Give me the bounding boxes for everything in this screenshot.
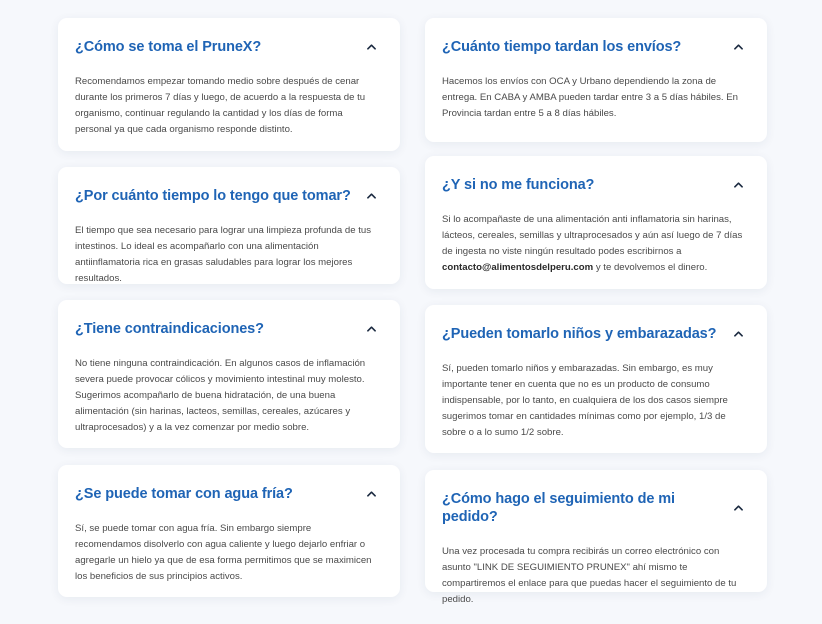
contact-email: contacto@alimentosdelperu.com [442, 262, 594, 273]
faq-question[interactable]: ¿Cuánto tiempo tardan los envíos? [442, 39, 682, 55]
faq-answer: El tiempo que sea necesario para lograr una limpieza profunda de tus intestinos. Lo ideal es acompañarlo con una alimentación antiinflamatoria rica en grasas saludables para lograr los mejores resultados. [75, 225, 371, 284]
faq-question[interactable]: ¿Se puede tomar con agua fría? [75, 486, 293, 502]
faq-answer: Hacemos los envíos con OCA y Urbano dependiendo la zona de entrega. En CABA y AMBA pueden tardar entre 3 a 5 días hábiles. En Provincia tardan entre 5 a 8 días hábiles. [442, 76, 738, 119]
faq-answer: Sí, se puede tomar con agua fría. Sin embargo siempre recomendamos disolverlo con agua caliente y luego dejarlo enfriar o agregarle un hielo ya que de esa forma permitimos que se maximicen los beneficios de sus principios activos. [75, 523, 372, 582]
faq-question[interactable]: ¿Pueden tomarlo niños y embarazadas? [442, 326, 717, 342]
faq-header[interactable] [442, 490, 745, 526]
faq-card-duration [58, 167, 400, 284]
faq-question[interactable]: ¿Y si no me funciona? [442, 177, 595, 193]
faq-header[interactable] [75, 320, 378, 338]
chevron-up-icon[interactable] [364, 40, 378, 54]
faq-card-contraindications [58, 300, 400, 448]
faq-header[interactable] [442, 38, 745, 56]
faq-header[interactable] [442, 325, 745, 343]
faq-card-order-tracking [425, 470, 767, 605]
faq-question[interactable]: ¿Cómo hago el seguimiento de mi pedido? [442, 491, 675, 525]
faq-answer: No tiene ninguna contraindicación. En algunos casos de inflamación severa puede provocar cólicos y movimiento intestinal muy molesto. Sugerimos acompañarlo de buena hidratación, de una buena alimentación (sin harinas, lacteos, semillas, cereales, azúcares y ultraprocesados) y a la vez comenzar por medio sobre. [75, 358, 366, 433]
faq-answer-text: Si lo acompañaste de una alimentación anti inflamatoria sin harinas, lácteos, cereales, semillas y ultraprocesados y aún así luego de 7 días de ingesta no viste ningún resultado podes escribirnos a [442, 214, 743, 257]
faq-header[interactable] [75, 38, 378, 56]
chevron-up-icon[interactable] [364, 487, 378, 501]
chevron-up-icon[interactable] [731, 178, 745, 192]
chevron-up-icon[interactable] [364, 189, 378, 203]
faq-card-refund [425, 156, 767, 289]
faq-answer [442, 212, 745, 276]
faq-answer: Recomendamos empezar tomando medio sobre después de cenar durante los primeros 7 días y luego, de acuerdo a la respuesta de tu organismo, continuar regulando la cantidad y los días de forma personal ya que cada organismo responde distinto. [75, 76, 366, 135]
chevron-up-icon[interactable] [731, 501, 745, 515]
faq-header[interactable] [75, 187, 378, 205]
faq-question[interactable]: ¿Tiene contraindicaciones? [75, 321, 264, 337]
faq-header[interactable] [442, 176, 745, 194]
faq-answer-text: y te devolvemos el dinero. [593, 262, 708, 273]
faq-header[interactable] [75, 485, 378, 503]
faq-answer: Sí, pueden tomarlo niños y embarazadas. Sin embargo, es muy importante tener en cuenta que no es un producto de consumo indispensable, por lo tanto, en cualquiera de los dos casos siempre sugerimos tomar en cantidades mínimas como por ejemplo, 1/3 de sobre o a lo sumo 1/2 sobre. [442, 363, 728, 438]
faq-card-shipping-time [425, 18, 767, 142]
faq-question[interactable]: ¿Cómo se toma el PruneX? [75, 39, 262, 55]
faq-card-children-pregnant [425, 305, 767, 453]
faq-answer: Una vez procesada tu compra recibirás un correo electrónico con asunto "LINK DE SEGUIMIENTO PRUNEX" ahí mismo te compartiremos el enlace para que puedas hacer el seguimiento de tu pedido. [442, 546, 737, 605]
chevron-up-icon[interactable] [364, 322, 378, 336]
faq-card-how-to-take [58, 18, 400, 151]
faq-card-cold-water [58, 465, 400, 597]
faq-question[interactable]: ¿Por cuánto tiempo lo tengo que tomar? [75, 188, 351, 204]
chevron-up-icon[interactable] [731, 327, 745, 341]
chevron-up-icon[interactable] [731, 40, 745, 54]
